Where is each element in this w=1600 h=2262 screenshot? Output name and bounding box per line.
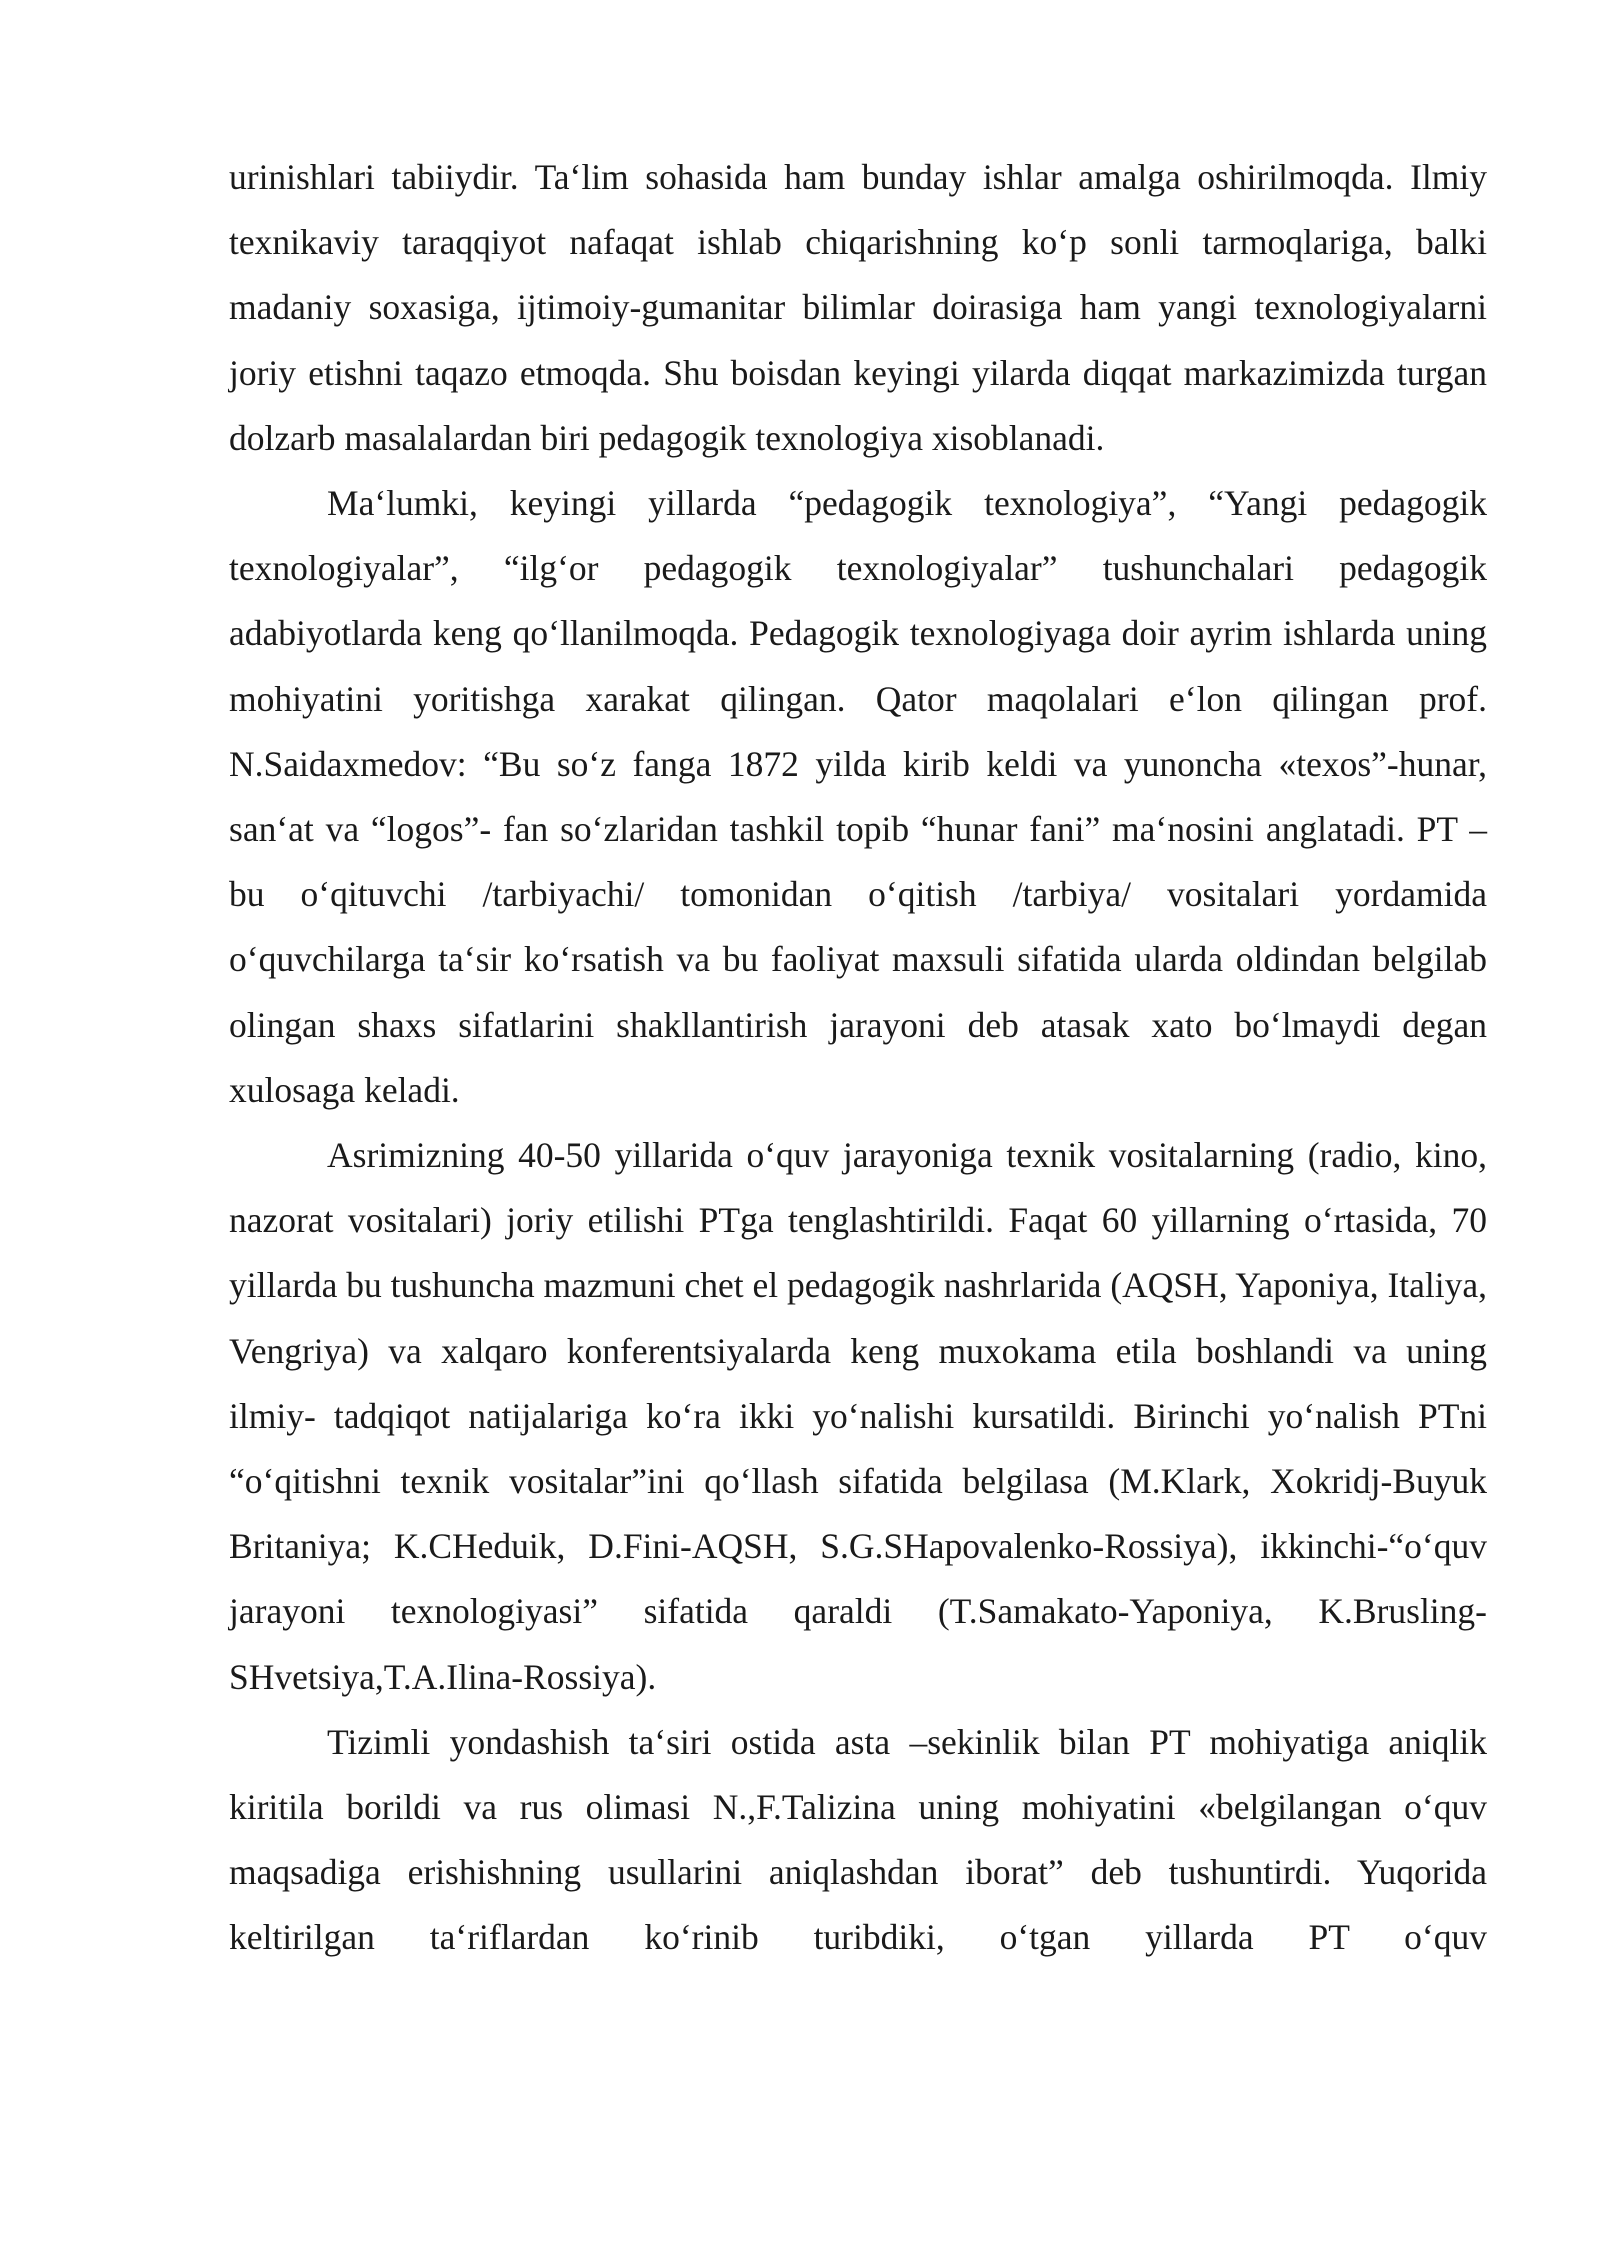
paragraph-4: Tizimli yondashish ta‘siri ostida asta –sekinlik bilan PT mohiyatiga aniqlik kiritila borildi va rus olimasi N.,F.Talizina uning mohiyatini «belgilangan o‘quv maqsadiga erishishning usullarini aniqlashdan iborat” deb tushuntirdi. Yuqorida keltirilgan ta‘riflardan ko‘rinib turibdiki, o‘tgan yillarda PT o‘quv <box>229 1721 1487 1958</box>
paragraph-3: Asrimizning 40-50 yillarida o‘quv jarayoniga texnik vositalarning (radio, kino, nazorat vositalari) joriy etilishi PTga tenglashtirildi. Faqat 60 yillarning o‘rtasida, 70 yillarda bu tushuncha mazmuni chet el pedagogik nashrlarida (AQSH, Yaponiya, Italiya, Vengriya) va xalqaro konferentsiyalarda keng muxokama etila boshlandi va uning ilmiy- tadqiqot natijalariga ko‘ra ikki yo‘nalishi kursatildi. Birinchi yo‘nalish PTni “o‘qitishni texnik vositalar”ini qo‘llash sifatida belgilasa (M.Klark, Xokridj-Buyuk Britaniya; K.CHeduik, D.Fini-AQSH, S.G.SHapovalenko-Rossiya), ikkinchi-“o‘quv jarayoni texnologiyasi” sifatida qaraldi (T.Samakato-Yaponiya, K.Brusling-SHvetsiya,T.A.Ilina-Rossiya). <box>229 1135 1487 1697</box>
body-text <box>229 145 1487 1971</box>
paragraph-1: urinishlari tabiiydir. Ta‘lim sohasida ham bunday ishlar amalga oshirilmoqda. Ilmiy texnikaviy taraqqiyot nafaqat ishlab chiqarishning ko‘p sonli tarmoqlariga, balki madaniy soxasiga, ijtimoiy-gumanitar bilimlar doirasiga ham yangi texnologiyalarni joriy etishni taqazo etmoqda. Shu boisdan keyingi yilarda diqqat markazimizda turgan dolzarb masalalardan biri pedagogik texnologiya xisoblanadi. <box>229 157 1487 458</box>
paragraph-2: Ma‘lumki, keyingi yillarda “pedagogik texnologiya”, “Yangi pedagogik texnologiyalar”, “ilg‘or pedagogik texnologiyalar” tushunchalari pedagogik adabiyotlarda keng qo‘llanilmoqda. Pedagogik texnologiyaga doir ayrim ishlarda uning mohiyatini yoritishga xarakat qilingan. Qator maqolalari e‘lon qilingan prof. N.Saidaxmedov: “Bu so‘z fanga 1872 yilda kirib keldi va yunoncha «texos”-hunar, san‘at va “logos”- fan so‘zlaridan tashkil topib “hunar fani” ma‘nosini anglatadi. PT – bu o‘qituvchi /tarbiyachi/ tomonidan o‘qitish /tarbiya/ vositalari yordamida o‘quvchilarga ta‘sir ko‘rsatish va bu faoliyat maxsuli sifatida ularda oldindan belgilab olingan shaxs sifatlarini shakllantirish jarayoni deb atasak xato bo‘lmaydi degan xulosaga keladi. <box>229 483 1487 1110</box>
